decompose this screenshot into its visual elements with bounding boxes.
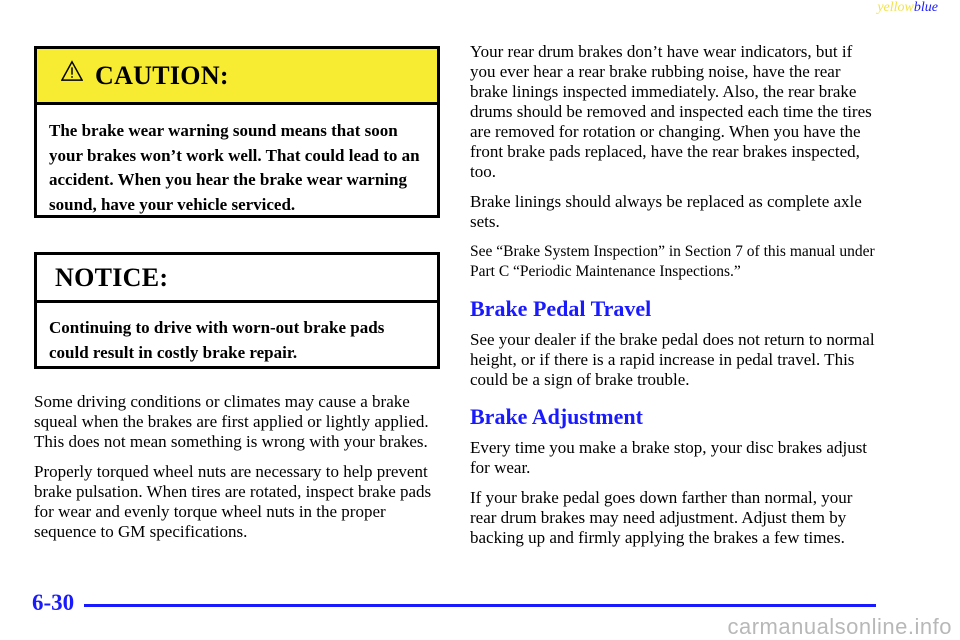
- section-heading-brake-pedal-travel: Brake Pedal Travel: [470, 296, 652, 321]
- header-tag: [877, 0, 938, 16]
- warning-triangle-icon: [61, 60, 83, 82]
- notice-header: [37, 255, 437, 303]
- caution-title: CAUTION:: [95, 60, 229, 90]
- paragraph: Some driving conditions or climates may cause a brake squeal when the brakes are first applied or lightly applied. This does not mean something is wrong with your brakes.: [34, 392, 429, 451]
- page-number: 6-30: [32, 590, 75, 615]
- header-tag-blue: blue: [913, 0, 938, 15]
- paragraph: See your dealer if the brake pedal does not return to normal height, or if there is a rapid increase in pedal travel. This could be a sign of brake trouble.: [470, 330, 875, 389]
- paragraph: Properly torqued wheel nuts are necessary to help prevent brake pulsation. When tires are rotated, inspect brake pads for wear and evenly torque wheel nuts in the proper sequence to GM specifications.: [34, 462, 432, 541]
- paragraph: Your rear drum brakes don’t have wear indicators, but if you ever hear a rear brake rubbing noise, have the rear brake linings inspected immediately. Also, the rear brake drums should be removed and inspected each time the tires are removed for rotation or changing. When you have the front brake pads replaced, have the rear brakes inspected, too.: [470, 42, 872, 181]
- notice-box: [34, 252, 440, 369]
- caution-header: [37, 49, 437, 105]
- paragraph: Brake linings should always be replaced as complete axle sets.: [470, 192, 862, 231]
- left-column: [34, 46, 440, 552]
- section-heading-brake-adjustment: Brake Adjustment: [470, 404, 643, 429]
- watermark: carmanualsonline.info: [727, 614, 952, 639]
- left-paragraphs: [34, 392, 440, 542]
- notice-body: Continuing to drive with worn-out brake pads could result in costly brake repair.: [49, 318, 385, 362]
- footer-rule: [84, 604, 876, 607]
- paragraph: If your brake pedal goes down farther than normal, your rear drum brakes may need adjustment. Adjust them by backing up and firmly applying the brakes a few times.: [470, 488, 853, 547]
- right-column: [470, 42, 880, 558]
- paragraph-reference: See “Brake System Inspection” in Section 7 of this manual under Part C “Periodic Maintenance Inspections.”: [470, 243, 875, 280]
- notice-title: NOTICE:: [55, 262, 169, 292]
- header-tag-yellow: yellow: [877, 0, 914, 15]
- caution-box: [34, 46, 440, 218]
- caution-body: The brake wear warning sound means that soon your brakes won’t work well. That could lead to an accident. When you hear the brake wear warning sound, have your vehicle serviced.: [49, 121, 420, 214]
- paragraph: Every time you make a brake stop, your disc brakes adjust for wear.: [470, 438, 868, 477]
